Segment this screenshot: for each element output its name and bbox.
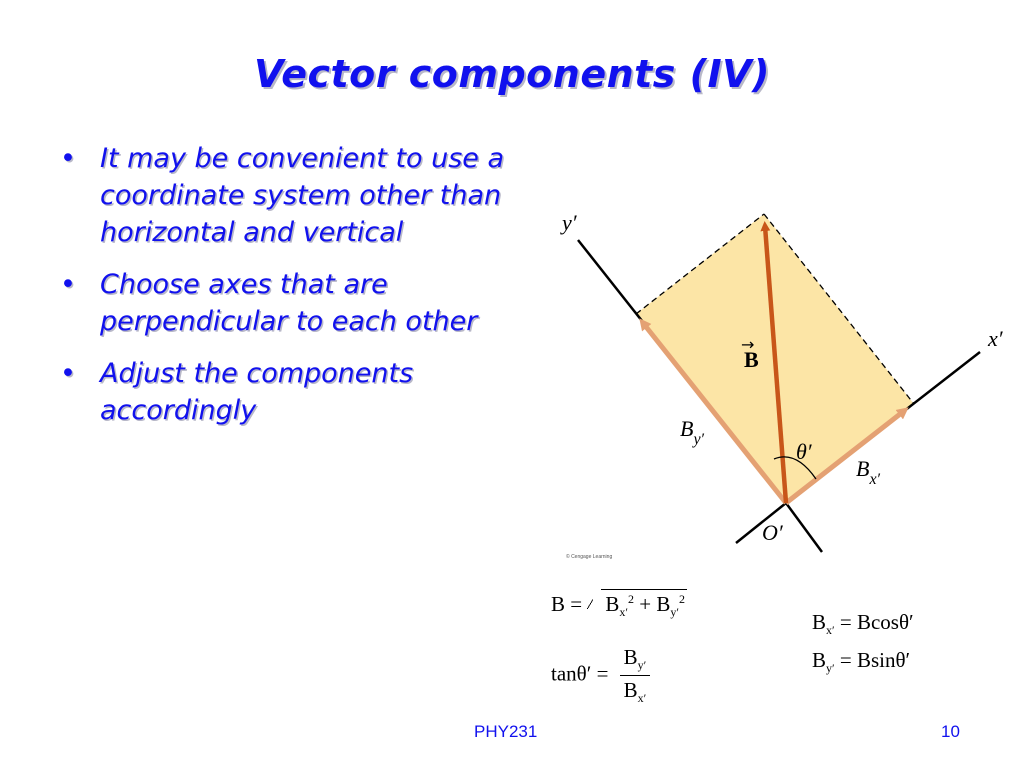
eq-rhs: = Bcosθ′ — [839, 610, 914, 634]
eq-subscript: y′ — [670, 605, 679, 620]
eq-subscript: y′ — [826, 661, 835, 676]
bullet-item — [58, 355, 528, 429]
eq-subscript: y′ — [637, 658, 647, 673]
bullet-dot-icon: • — [60, 143, 76, 174]
eq-term: B — [812, 648, 827, 672]
page-number: 10 — [941, 722, 960, 741]
y-axis-line-neg — [786, 503, 822, 552]
origin-label: O′ — [762, 520, 783, 545]
sqrt-symbol-icon — [587, 589, 687, 620]
bullet-dot-icon: • — [60, 358, 76, 389]
fraction-numerator — [620, 645, 651, 676]
eq-rhs: = Bsinθ′ — [839, 648, 911, 672]
component-x-label: $B_{x'}$ — [856, 456, 881, 488]
eq-term: B — [623, 645, 638, 669]
fraction-denominator — [620, 676, 651, 706]
image-credit: © Cengage Learning — [566, 554, 613, 560]
footer-course: PHY231 — [474, 722, 538, 741]
eq-subscript: x′ — [619, 605, 628, 620]
magnitude-equation — [551, 589, 687, 620]
vector-label: B — [744, 347, 759, 372]
tangent-equation — [551, 645, 650, 706]
bullet-text: Choose axes that are perpendicular to each other — [100, 269, 478, 337]
bullet-text: Adjust the components accordingly — [100, 358, 414, 426]
bullet-dot-icon: • — [60, 269, 76, 300]
bullet-item — [58, 140, 528, 251]
eq-subscript: x′ — [637, 691, 647, 706]
slide-title: Vector components (IV) — [254, 52, 770, 96]
bullet-item — [58, 266, 528, 340]
vector-diagram — [548, 196, 1024, 570]
bullet-text: It may be convenient to use a coordinate system other than horizontal and vertical — [100, 143, 505, 248]
eq-term: B — [656, 592, 671, 616]
by-equation — [812, 648, 910, 676]
bullet-list — [58, 140, 528, 429]
angle-label: θ′ — [796, 439, 812, 464]
eq-operator: = — [596, 661, 609, 686]
y-axis-label: y′ — [562, 210, 577, 235]
bx-equation — [812, 610, 914, 638]
eq-subscript: x′ — [826, 623, 835, 638]
eq-term: B — [605, 592, 620, 616]
vector-arrow-symbol: → — [741, 335, 755, 354]
eq-operator: = — [570, 592, 583, 616]
eq-term: B — [551, 592, 566, 616]
eq-superscript: 2 — [628, 592, 634, 606]
fraction — [620, 645, 651, 706]
eq-term: B — [812, 610, 827, 634]
eq-superscript: 2 — [678, 592, 685, 606]
component-y-label: $B_{y'}$ — [680, 416, 705, 448]
eq-operator: + — [639, 592, 652, 616]
eq-term: B — [623, 678, 638, 703]
eq-term: tanθ′ — [551, 661, 592, 686]
x-axis-label: x′ — [988, 326, 1003, 351]
